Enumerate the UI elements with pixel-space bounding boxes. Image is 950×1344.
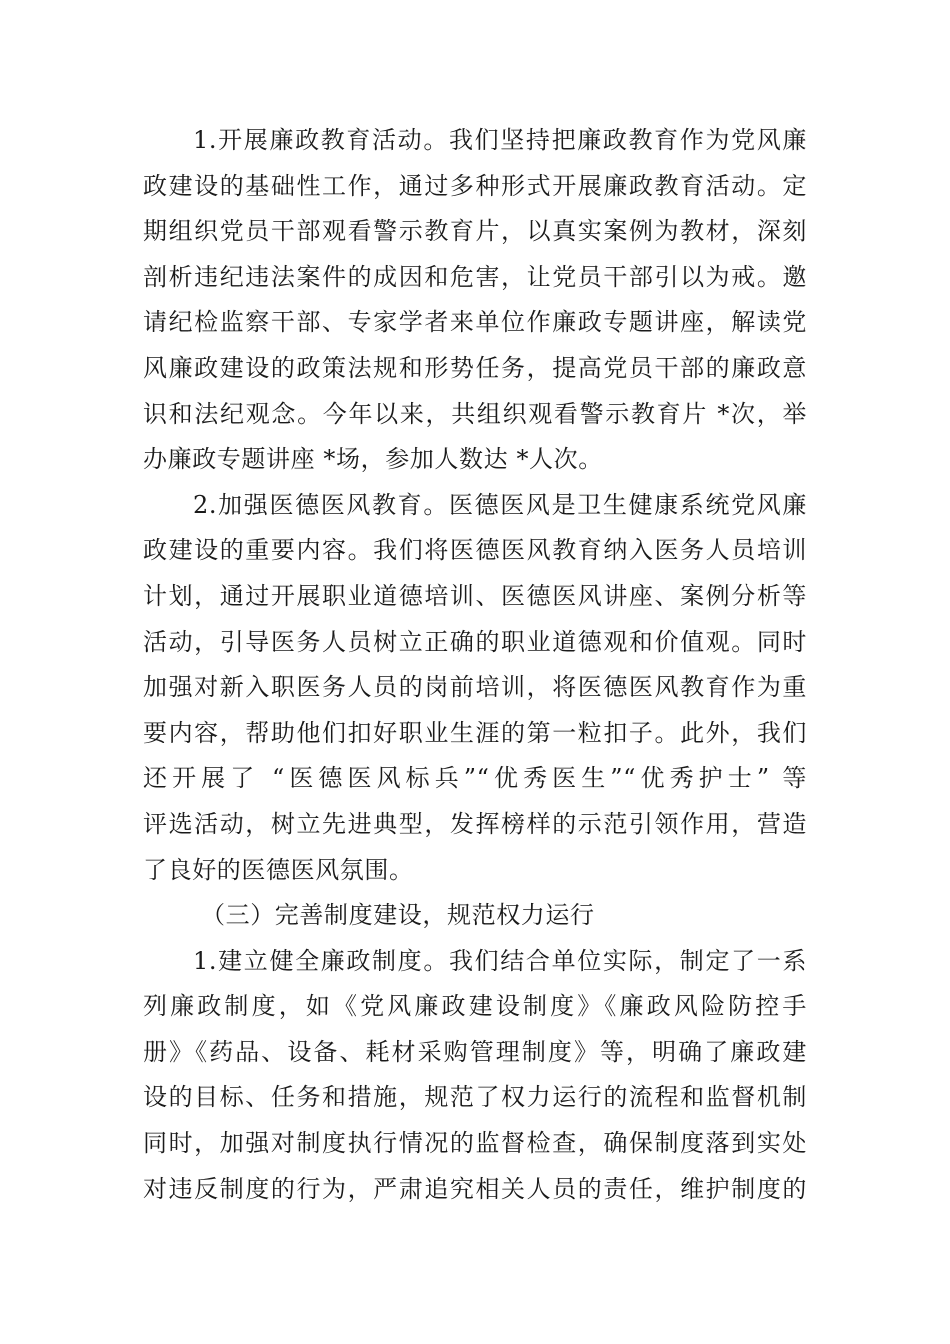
paragraph-line: 册》《药品、设备、耗材采购管理制度》等，明确了廉政建 bbox=[143, 1037, 807, 1066]
section-heading: （三）完善制度建设，规范权力运行 bbox=[201, 901, 595, 930]
paragraph-line: 活动，引导医务人员树立正确的职业道德观和价值观。同时 bbox=[143, 627, 807, 656]
paragraph-line: 评选活动，树立先进典型，发挥榜样的示范引领作用，营造 bbox=[143, 809, 807, 838]
paragraph-line: 2.加强医德医风教育。医德医风是卫生健康系统党风廉 bbox=[193, 490, 807, 519]
paragraph-line: 了良好的医德医风氛围。 bbox=[143, 855, 414, 884]
paragraph-line: 请纪检监察干部、专家学者来单位作廉政专题讲座，解读党 bbox=[143, 308, 807, 337]
paragraph-line: 政建设的重要内容。我们将医德医风教育纳入医务人员培训 bbox=[143, 536, 807, 565]
paragraph-line: 风廉政建设的政策法规和形势任务，提高党员干部的廉政意 bbox=[143, 353, 807, 382]
paragraph-line: 期组织党员干部观看警示教育片，以真实案例为教材，深刻 bbox=[143, 217, 807, 246]
document-body bbox=[143, 118, 807, 1212]
paragraph-line: 加强对新入职医务人员的岗前培训，将医德医风教育作为重 bbox=[143, 673, 807, 702]
paragraph-line: 设的目标、任务和措施，规范了权力运行的流程和监督机制 bbox=[143, 1083, 807, 1112]
paragraph-line: 办廉政专题讲座 *场，参加人数达 *人次。 bbox=[143, 445, 603, 474]
paragraph-line: 计划，通过开展职业道德培训、医德医风讲座、案例分析等 bbox=[143, 581, 807, 610]
paragraph-line: 要内容，帮助他们扣好职业生涯的第一粒扣子。此外，我们 bbox=[143, 718, 807, 747]
paragraph-line: 还开展了 “医德医风标兵”“优秀医生”“优秀护士” 等 bbox=[143, 764, 807, 793]
paragraph-line: 同时，加强对制度执行情况的监督检查，确保制度落到实处 bbox=[143, 1129, 807, 1158]
paragraph-line: 剖析违纪违法案件的成因和危害，让党员干部引以为戒。邀 bbox=[143, 262, 807, 291]
paragraph-line: 列廉政制度，如《党风廉政建设制度》《廉政风险防控手 bbox=[143, 992, 807, 1021]
paragraph-line: 1.开展廉政教育活动。我们坚持把廉政教育作为党风廉 bbox=[193, 126, 807, 154]
paragraph-line: 政建设的基础性工作，通过多种形式开展廉政教育活动。定 bbox=[143, 171, 807, 200]
paragraph-line: 识和法纪观念。今年以来，共组织观看警示教育片 *次，举 bbox=[143, 399, 807, 428]
paragraph-line: 1.建立健全廉政制度。我们结合单位实际，制定了一系 bbox=[193, 946, 807, 975]
paragraph-line: 对违反制度的行为，严肃追究相关人员的责任，维护制度的 bbox=[143, 1174, 807, 1203]
